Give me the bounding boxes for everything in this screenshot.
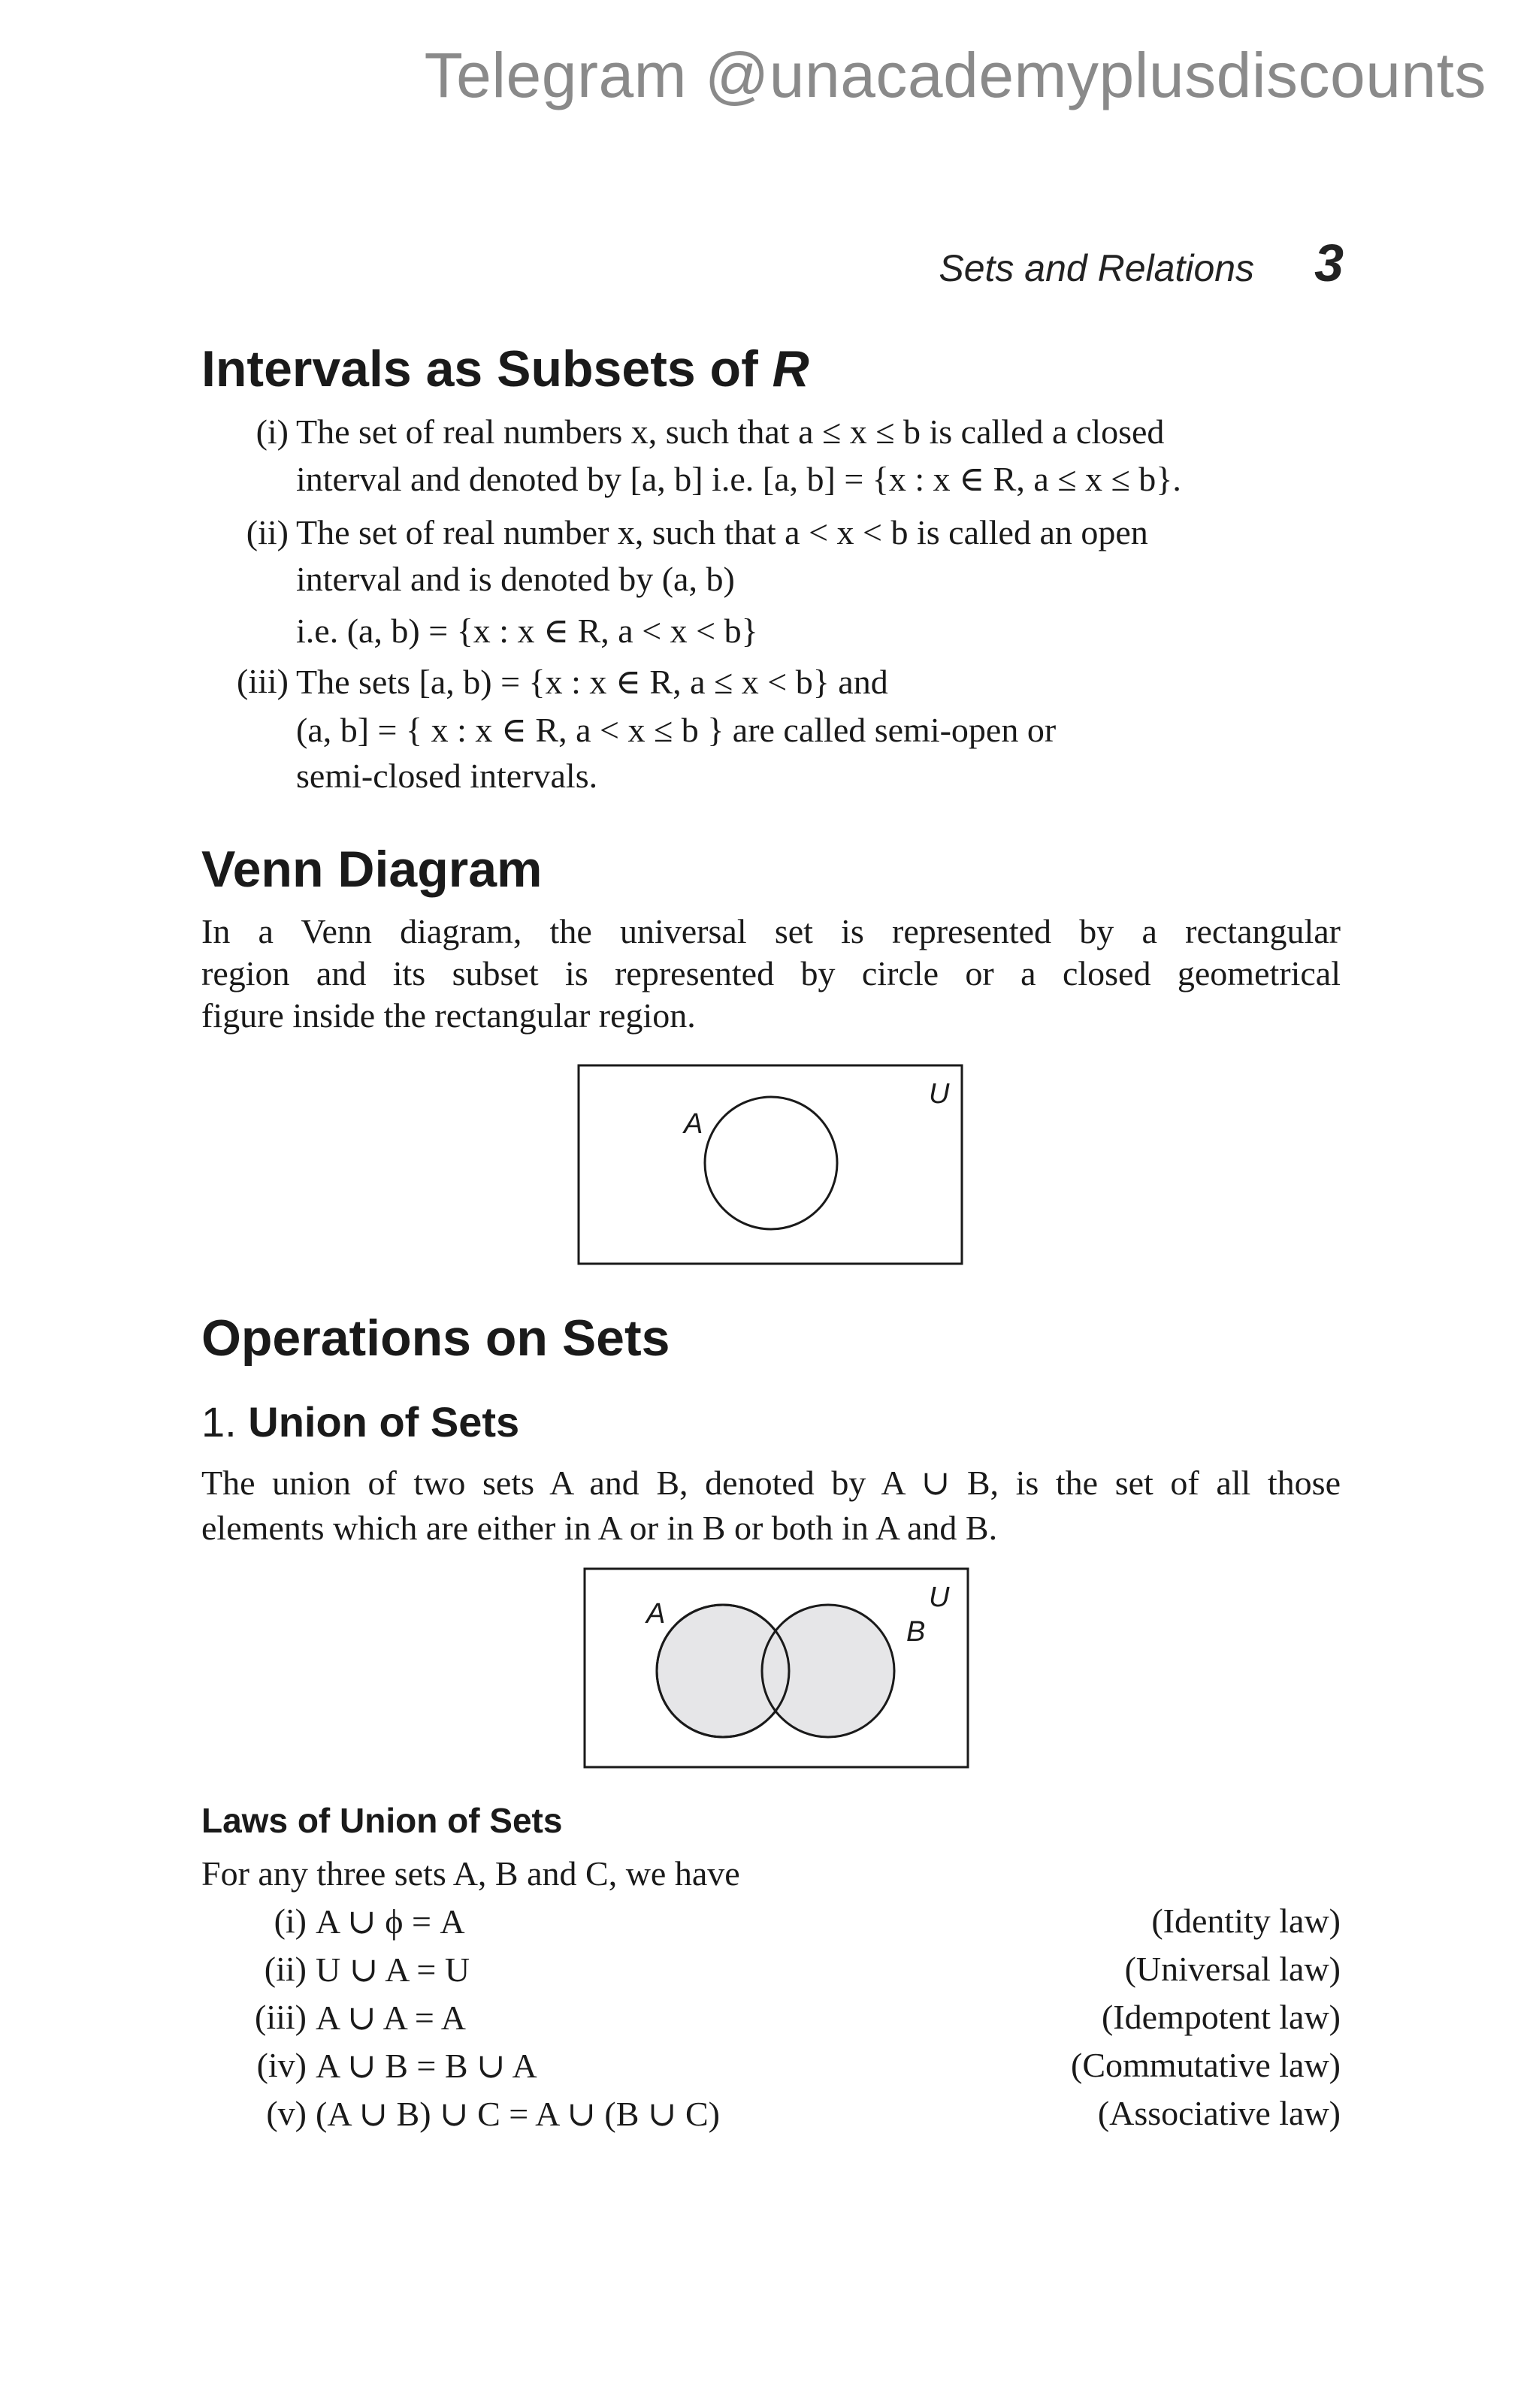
venn-paragraph-line: In a Venn diagram, the universal set is represented by a rectangular [201, 912, 1341, 950]
universe-label: U [929, 1582, 950, 1613]
interval-item-text: The set of real numbers x, such that a ≤ x ≤ b is called a closed [296, 412, 1165, 451]
interval-item-text: interval and is denoted by (a, b) [296, 560, 735, 598]
law-label: (v) [266, 2094, 307, 2132]
union-number: 1. [201, 1398, 237, 1446]
law-label: (ii) [264, 1950, 307, 1988]
interval-item-2-line-3 [296, 610, 1341, 651]
law-expression: A ∪ ϕ = A [316, 1902, 465, 1941]
law-row [201, 1949, 1341, 1994]
interval-item-2-line-1 [246, 512, 1341, 552]
interval-item-1-line-2 [296, 458, 1341, 499]
set-b-circle [762, 1605, 894, 1737]
law-expression: A ∪ A = A [316, 1999, 466, 2037]
set-a-label: A [646, 1598, 666, 1630]
interval-item-text: The set of real number x, such that a < x < b is called an open [296, 513, 1148, 551]
union-paragraph-line: elements which are either in A or in B or both in A and B. [201, 1509, 998, 1547]
set-b-label: B [906, 1616, 926, 1648]
intervals-heading-text: Intervals as Subsets of [201, 340, 773, 397]
operations-heading: Operations on Sets [201, 1310, 670, 1367]
union-venn-diagram [583, 1567, 971, 1770]
law-row [201, 1901, 1341, 1946]
laws-intro [201, 1853, 1341, 1895]
universe-label: U [929, 1078, 950, 1110]
interval-item-label: (iii) [237, 662, 289, 700]
interval-item-3-line-2 [296, 709, 1341, 750]
law-expression: U ∪ A = U [316, 1950, 470, 1989]
interval-item-label: (ii) [246, 513, 289, 551]
interval-item-1-line-1 [255, 412, 1341, 452]
law-label: (iii) [255, 1998, 307, 2036]
interval-item-label: (i) [255, 412, 289, 451]
running-head [939, 233, 1344, 293]
law-row [201, 2045, 1341, 2090]
union-paragraph-line: The union of two sets A and B, denoted by A ∪ B, is the set of all those [201, 1464, 1341, 1502]
law-label: (iv) [256, 2046, 307, 2084]
intervals-heading-r: R [772, 340, 809, 397]
intervals-heading [201, 340, 809, 398]
union-title: Union of Sets [248, 1398, 520, 1446]
law-label: (i) [274, 1902, 307, 1940]
interval-item-text: The sets [a, b) = {x : x ∈ R, a ≤ x < b} and [296, 663, 888, 701]
venn-heading: Venn Diagram [201, 841, 543, 898]
law-expression: (A ∪ B) ∪ C = A ∪ (B ∪ C) [316, 2095, 720, 2133]
law-name: (Identity law) [1151, 1902, 1341, 1940]
interval-item-3-line-3 [296, 756, 1341, 796]
interval-item-text: (a, b] = { x : x ∈ R, a < x ≤ b } are called semi-open or [296, 711, 1057, 749]
set-a-circle [705, 1097, 837, 1229]
interval-item-text: interval and denoted by [a, b] i.e. [a, b] = {x : x ∈ R, a ≤ x ≤ b}. [296, 460, 1181, 498]
union-heading [201, 1397, 519, 1446]
watermark: Telegram @unacademyplusdiscounts [424, 40, 1486, 110]
interval-item-2-line-2 [296, 559, 1341, 599]
law-row [201, 1997, 1341, 2042]
venn-paragraph-line: figure inside the rectangular region. [201, 996, 696, 1035]
law-expression: A ∪ B = B ∪ A [316, 2047, 537, 2085]
law-row [201, 2093, 1341, 2138]
page-number: 3 [1314, 234, 1344, 292]
law-name: (Commutative law) [1071, 2046, 1341, 2084]
laws-intro-text: For any three sets A, B and C, we have [201, 1854, 740, 1893]
law-name: (Universal law) [1124, 1950, 1341, 1988]
interval-item-3-line-1 [237, 661, 1341, 702]
chapter-title: Sets and Relations [939, 247, 1255, 289]
venn-paragraph-line: region and its subset is represented by circle or a closed geometrical [201, 954, 1341, 993]
venn-diagram [577, 1064, 965, 1267]
venn-paragraph [201, 911, 1341, 1037]
union-paragraph [201, 1461, 1341, 1551]
law-name: (Idempotent law) [1101, 1998, 1341, 2036]
interval-item-text: i.e. (a, b) = {x : x ∈ R, a < x < b} [296, 612, 758, 650]
laws-heading: Laws of Union of Sets [201, 1801, 563, 1840]
set-a-label: A [684, 1108, 703, 1140]
law-name: (Associative law) [1097, 2094, 1341, 2132]
interval-item-text: semi-closed intervals. [296, 757, 598, 795]
